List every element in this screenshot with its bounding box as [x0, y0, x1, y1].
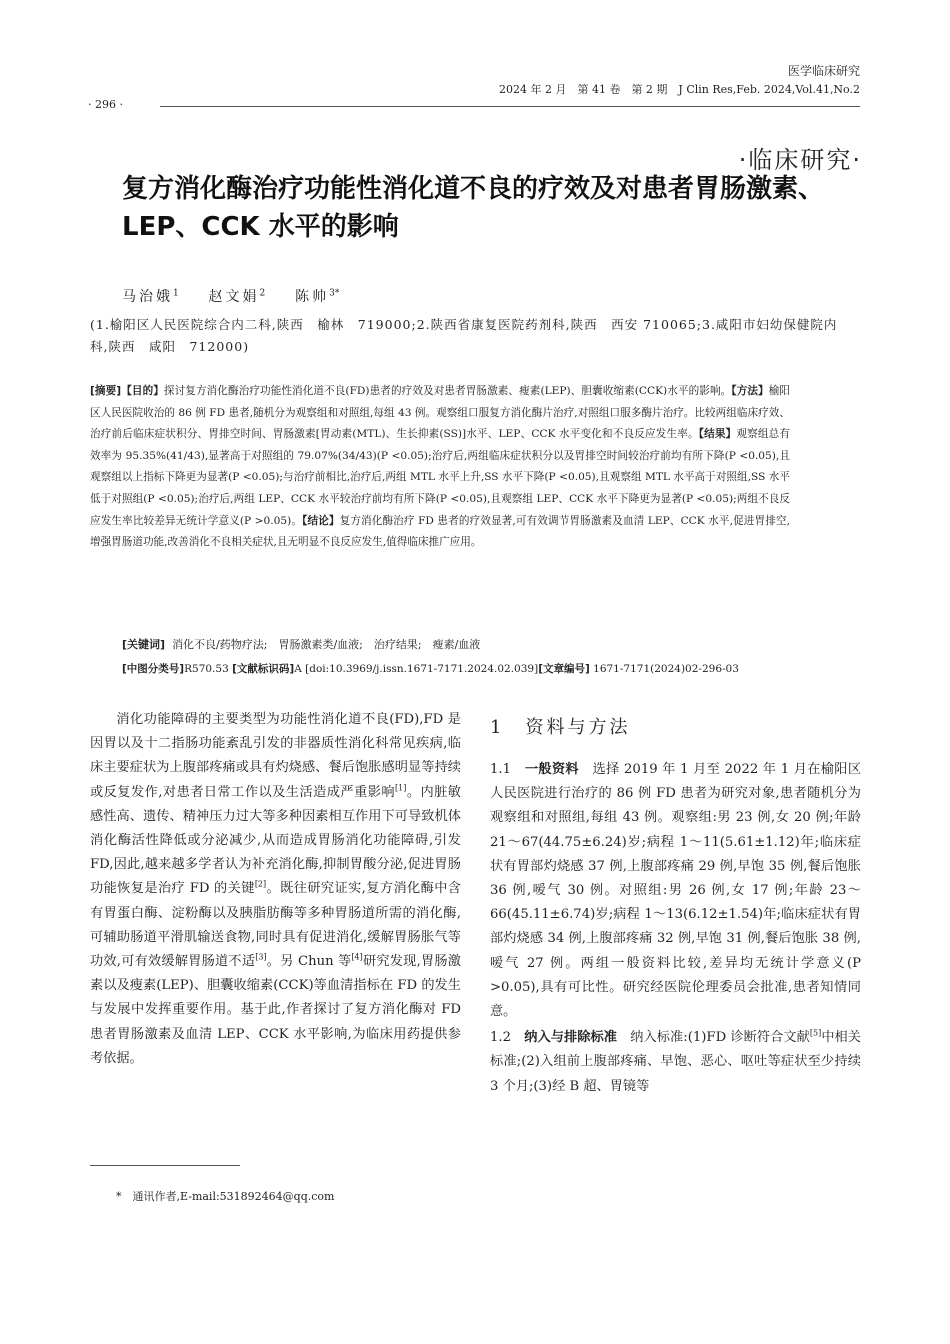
- abstract-method: 榆阳区人民医院收治的 86 例 FD 患者,随机分为观察组和对照组,每组 43 例。观察组口服复方消化酶片治疗,对照组口服多酶片治疗。比较两组临床疗效、治疗前后临床症状积分、胃排空时间、胃肠激素[胃动素(MTL)、生长抑素(SS)]水平、LEP、CCK 水平变化和不良反应发生率。: [90, 385, 791, 441]
- author-mark: 1: [173, 288, 179, 299]
- issue-line: 2024 年 2 月 第 41 卷 第 2 期 J Clin Res,Feb. 2024,Vol.41,No.2: [498, 83, 860, 96]
- citation[interactable]: [2]: [254, 880, 267, 890]
- journal-name: 医学临床研究: [787, 64, 860, 78]
- citation[interactable]: [3]: [255, 952, 267, 962]
- header-rule: [160, 106, 860, 107]
- intro-text: 消化功能障碍的主要类型为功能性消化道不良(FD),FD 是因胃以及十二指肠功能紊乱引发的非器质性消化科常见疾病,临床主要症状为上腹部疼痛或具有灼烧感、餐后饱胀感明显等持续或反复发作,对患者日常工作以及生活造成严重影响: [90, 712, 461, 800]
- classification-line: [122, 661, 739, 676]
- author-name: 陈帅: [295, 289, 330, 305]
- subsection-1-2: [490, 1026, 861, 1099]
- keywords: [122, 636, 480, 652]
- body-right-column: [490, 708, 861, 1099]
- section-heading: 1 资料与方法: [490, 717, 631, 738]
- citation[interactable]: [1]: [395, 783, 407, 793]
- intro-paragraph: [90, 708, 461, 1071]
- subsection-number: 1.2: [490, 1030, 525, 1046]
- clc-code: R570.53: [184, 663, 229, 675]
- keywords-text: 消化不良/药物疗法; 胃肠激素类/血液; 治疗结果; 瘦素/血液: [172, 638, 481, 651]
- subsection-number: 1.1: [490, 762, 525, 777]
- doc-label: [文献标识码]: [232, 663, 295, 675]
- citation[interactable]: [5]: [809, 1028, 822, 1038]
- keywords-label: [关键词]: [122, 638, 166, 651]
- article-number-label: [文章编号]: [538, 663, 590, 675]
- author-list: [122, 286, 339, 306]
- abstract-label: [摘要]: [90, 385, 122, 397]
- subsection-title: 纳入与排除标准: [524, 1030, 618, 1046]
- doc-code: A [doi:10.3969/j.issn.1671-7171.2024.02.039]: [294, 663, 539, 675]
- affiliations: (1.榆阳区人民医院综合内二科,陕西 榆林 719000;2.陕西省康复医院药剂科,陕西 西安 710065;3.咸阳市妇幼保健院内科,陕西 咸阳 712000): [90, 317, 838, 354]
- subsection-text: 选择 2019 年 1 月至 2022 年 1 月在榆阳区人民医院进行治疗的 86 例 FD 患者为研究对象,患者随机分为观察组和对照组,每组 43 例。观察组:男 23 例,女 20 例;年龄 21～67(44.75±6.24)岁;病程 1～11(5.61±1.12)年;临床症状有胃部灼烧感 37 例,上腹部疼痛 29 例,早饱 35 例,餐后饱胀 36 例,嗳气 30 例。对照组:男 26 例,女 17 例;年龄 23～66(45.11±6.74)岁;病程 1～13(6.12±1.54)年;临床症状有胃部灼烧感 34 例,上腹部疼痛 32 例,早饱 31 例,餐后饱胀 38 例,嗳气 27 例。两组一般资料比较,差异均无统计学意义(P >0.05),具有可比性。研究经医院伦理委员会批准,患者知情同意。: [490, 762, 862, 1020]
- abstract-result: 观察组总有效率为 95.35%(41/43),显著高于对照组的 79.07%(34/43)(P <0.05);治疗后,两组临床症状积分以及胃排空时间较治疗前均有所下降(P <0.05),且观察组以上指标下降更为显著(P <0.05);与治疗前相比,治疗后,两组 MTL 水平上升,SS 水平下降(P <0.05),且观察组 MTL 水平高于对照组,SS 水平低于对照组(P <0.05);治疗后,两组 LEP、CCK 水平较治疗前均有所下降(P <0.05),且观察组 LEP、CCK 水平下降更为显著(P <0.05);两组不良反应发生率比较差异无统计学意义(P >0.05)。: [90, 428, 790, 527]
- body-left-column: [90, 708, 461, 1071]
- article-number: 1671-7171(2024)02-296-03: [593, 663, 739, 675]
- column-tag: ·临床研究·: [738, 146, 862, 174]
- clc-label: [中图分类号]: [122, 663, 185, 675]
- intro-text: 。既往研究证实,复方消化酶中含有胃蛋白酶、淀粉酶以及胰脂肪酶等多种胃肠道所需的消化酶,可辅助肠道平滑肌输送食物,同时具有促进消化,缓解胃肠胀气等功效,可有效缓解胃肠道不适: [90, 881, 461, 970]
- result-label: 【结果】: [698, 428, 737, 441]
- footnote-rule: [90, 1165, 240, 1166]
- intro-text: 。内脏敏感性高、遗传、精神压力过大等多种因素相互作用下可导致机体消化酶活性降低或分泌减少,从而造成胃肠消化功能障碍,引发 FD,因此,越来越多学者认为补充消化酶,抑制胃酸分泌,促进胃肠功能恢复是治疗 FD 的关键: [90, 784, 461, 897]
- aim-label: 【目的】: [121, 385, 164, 397]
- subsection-text: 纳入标准:(1)FD 诊断符合文献: [617, 1030, 810, 1046]
- intro-text: 。另 Chun 等: [266, 954, 352, 970]
- abstract: [90, 381, 790, 554]
- author-name: 赵文娟: [208, 289, 260, 305]
- abstract-conclusion: 复方消化酶治疗 FD 患者的疗效显著,可有效调节胃肠激素及血清 LEP、CCK 水平,促进胃排空,增强胃肠道功能,改善消化不良相关症状,且无明显不良反应发生,值得临床推广应用。: [90, 514, 790, 549]
- article-title: 复方消化酶治疗功能性消化道不良的疗效及对患者胃肠激素、LEP、CCK 水平的影响: [122, 174, 825, 242]
- author-mark: 3*: [329, 288, 340, 299]
- subsection-1-1: [490, 758, 861, 1024]
- page-number: · 296 ·: [88, 98, 123, 111]
- citation[interactable]: [4]: [351, 952, 363, 962]
- subsection-text: 中相关标准;(2)入组前上腹部疼痛、早饱、恶心、呕吐等症状至少持续 3 个月;(3)经 B 超、胃镜等: [490, 1030, 861, 1094]
- author-name: 马治娥: [122, 289, 173, 305]
- author-mark: 2: [259, 288, 266, 299]
- conclusion-label: 【结论】: [302, 514, 340, 527]
- abstract-aim: 探讨复方消化酶治疗功能性消化道不良(FD)患者的疗效及对患者胃肠激素、瘦素(LEP)、胆囊收缩素(CCK)水平的影响。: [163, 385, 732, 397]
- corresponding-author-footnote: * 通讯作者,E-mail:531892464@qq.com: [116, 1190, 335, 1203]
- subsection-title: 一般资料: [524, 762, 579, 777]
- intro-text: 研究发现,胃肠激素以及瘦素(LEP)、胆囊收缩素(CCK)等血清指标在 FD 的发生与发展中发挥重要作用。基于此,作者探讨了复方消化酶对 FD 患者胃肠激素及血清 LEP、CCK 水平影响,为临床用药提供参考依据。: [90, 954, 461, 1066]
- method-label: 【方法】: [731, 385, 769, 397]
